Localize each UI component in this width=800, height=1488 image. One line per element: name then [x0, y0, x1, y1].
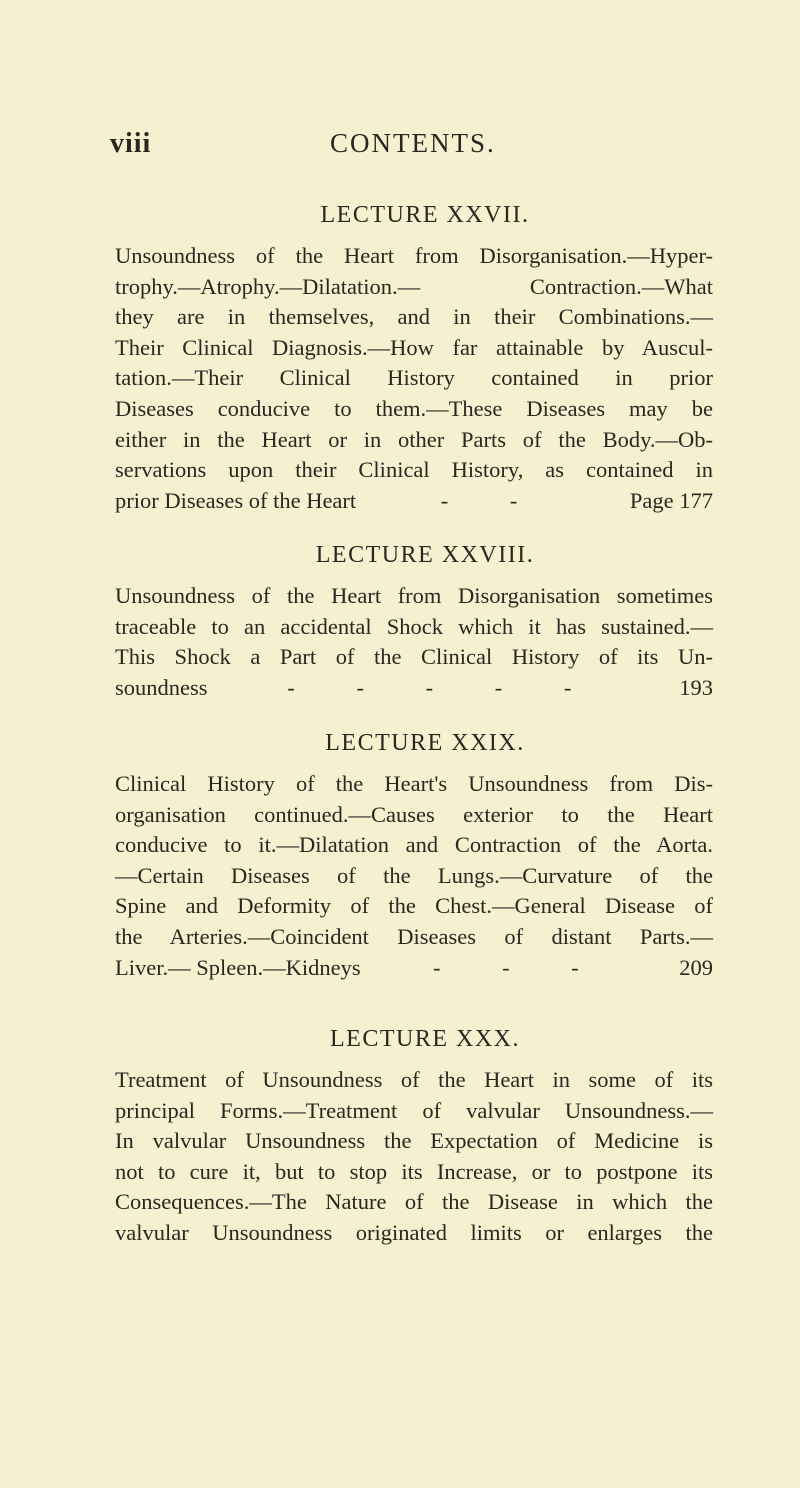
lecture-heading: LECTURE XXX.	[330, 1026, 520, 1052]
summary-line: This Shock a Part of the Clinical History of its Un-	[115, 644, 713, 670]
lecture-summary	[115, 241, 713, 516]
summary-last-line	[115, 486, 713, 517]
page-reference: 209	[679, 954, 713, 980]
summary-last-line	[115, 673, 713, 704]
summary-line: prior Diseases of the Heart	[115, 487, 357, 513]
lecture-section	[115, 542, 713, 703]
summary-line: the Arteries.—Coincident Diseases of distant Parts.—	[115, 923, 713, 949]
summary-last-line	[115, 953, 713, 984]
lecture-section	[115, 202, 713, 516]
summary-line: —Certain Diseases of the Lungs.—Curvature of the	[115, 862, 713, 888]
summary-line: either in the Heart or in other Parts of the Body.—Ob-	[115, 426, 713, 452]
summary-line: Unsoundness of the Heart from Disorganisation sometimes	[115, 583, 713, 608]
summary-line: organisation continued.—Causes exterior to the Heart	[115, 801, 713, 827]
summary-line: Consequences.—The Nature of the Disease in which the	[115, 1189, 713, 1215]
lecture-summary	[115, 1065, 713, 1249]
summary-line: Spine and Deformity of the Chest.—General Disease of	[115, 893, 713, 919]
lecture-heading: LECTURE XXVIII.	[315, 542, 535, 568]
summary-line: conducive to it.—Dilatation and Contraction of the Aorta.	[115, 832, 713, 858]
summary-line: traceable to an accidental Shock which it has sustained.—	[115, 613, 713, 639]
summary-line: tation.—Their Clinical History contained in prior	[115, 365, 713, 391]
leader-dashes: - -	[440, 487, 546, 513]
leader-dashes: - - -	[433, 954, 607, 980]
summary-line: principal Forms.—Treatment of valvular Unsoundness.—	[115, 1097, 713, 1123]
page-number: viii	[110, 128, 152, 159]
summary-line: Treatment of Unsoundness of the Heart in some of its	[115, 1067, 713, 1092]
summary-line: Their Clinical Diagnosis.—How far attainable by Auscul-	[115, 334, 713, 360]
summary-line: trophy.—Atrophy.—Dilatation.— Contraction.—What	[115, 273, 713, 299]
leader-dashes: - - - - -	[287, 674, 600, 700]
running-head	[110, 128, 710, 164]
page-reference: Page 177	[629, 487, 713, 513]
running-title: CONTENTS.	[330, 128, 496, 158]
summary-line: soundness	[115, 674, 208, 700]
lecture-heading: LECTURE XXIX.	[325, 730, 525, 756]
summary-line: servations upon their Clinical History, as contained in	[115, 457, 713, 483]
summary-line: Diseases conducive to them.—These Diseases may be	[115, 395, 713, 421]
lecture-summary	[115, 581, 713, 703]
summary-line: they are in themselves, and in their Combinations.—	[115, 304, 713, 330]
lecture-section	[115, 730, 713, 983]
summary-line: Liver.— Spleen.—Kidneys	[115, 954, 361, 980]
summary-line: Clinical History of the Heart's Unsoundness from Dis-	[115, 771, 713, 796]
summary-line: valvular Unsoundness originated limits or enlarges the	[115, 1219, 713, 1245]
summary-line: Unsoundness of the Heart from Disorganisation.—Hyper-	[115, 243, 713, 268]
page-reference: 193	[679, 674, 713, 700]
lecture-section	[115, 1026, 713, 1249]
lecture-summary	[115, 769, 713, 983]
lecture-heading: LECTURE XXVII.	[320, 202, 530, 228]
summary-line: not to cure it, but to stop its Increase, or to postpone its	[115, 1158, 713, 1184]
summary-line: In valvular Unsoundness the Expectation of Medicine is	[115, 1128, 713, 1154]
